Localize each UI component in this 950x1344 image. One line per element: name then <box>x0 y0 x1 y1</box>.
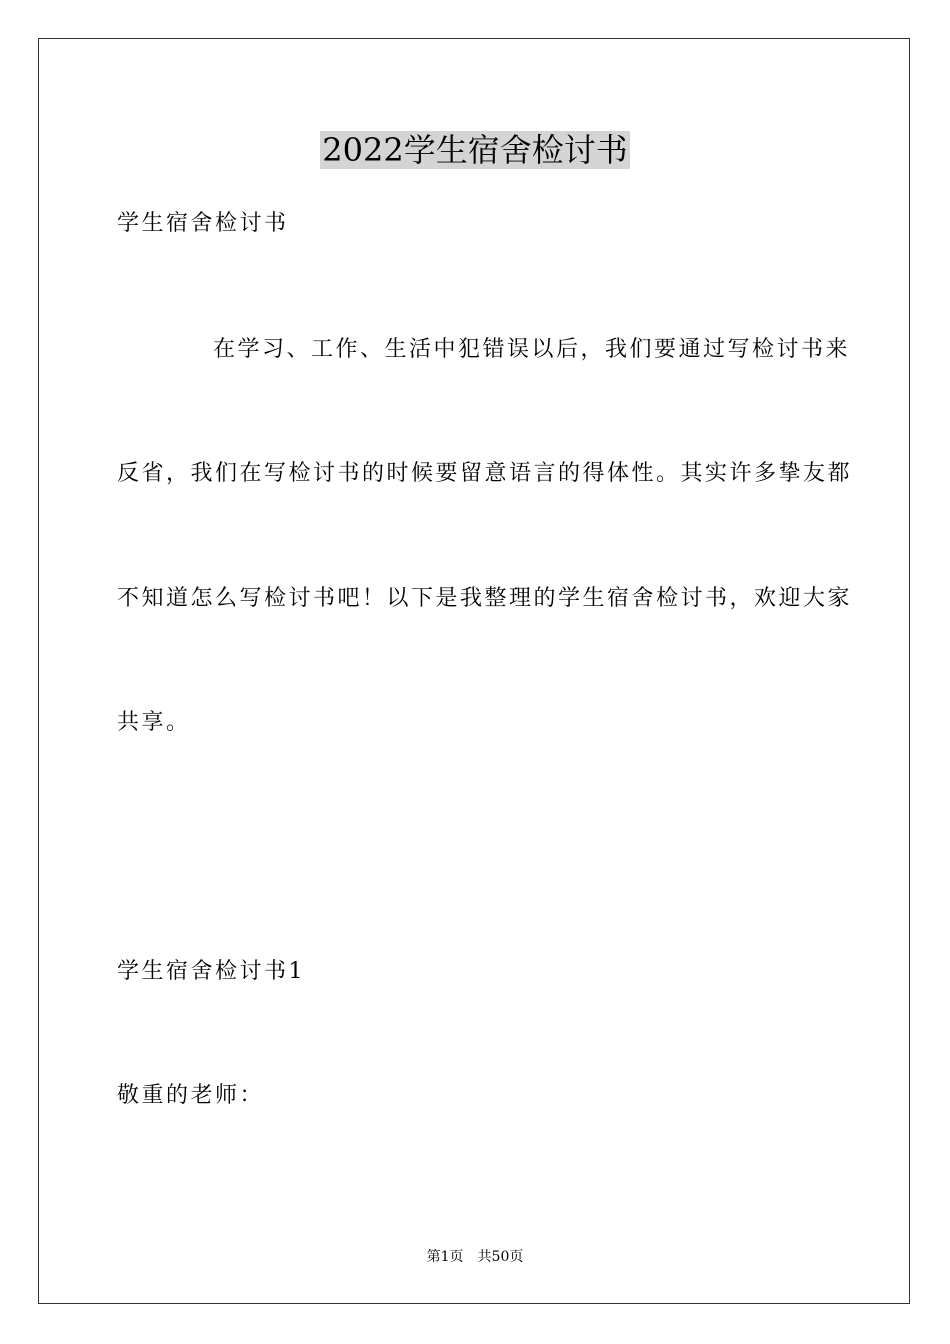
document-title-text: 2022学生宿舍检讨书 <box>322 131 628 169</box>
intro-line-1: 在学习、工作、生活中犯错误以后，我们要通过写检讨书来 <box>213 337 851 362</box>
section-heading: 学生宿舍检讨书1 <box>117 959 305 984</box>
page-total: 共50页 <box>477 1249 524 1265</box>
document-subtitle: 学生宿舍检讨书 <box>117 211 289 236</box>
document-title <box>0 126 950 174</box>
intro-line-3: 不知道怎么写检讨书吧！以下是我整理的学生宿舍检讨书，欢迎大家 <box>117 586 853 611</box>
intro-line-2: 反省，我们在写检讨书的时候要留意语言的得体性。其实许多挚友都 <box>117 461 853 486</box>
page-footer <box>0 1247 950 1267</box>
intro-line-4: 共享。 <box>117 710 191 735</box>
salutation: 敬重的老师： <box>117 1083 265 1108</box>
page-number: 第1页 <box>426 1249 464 1265</box>
